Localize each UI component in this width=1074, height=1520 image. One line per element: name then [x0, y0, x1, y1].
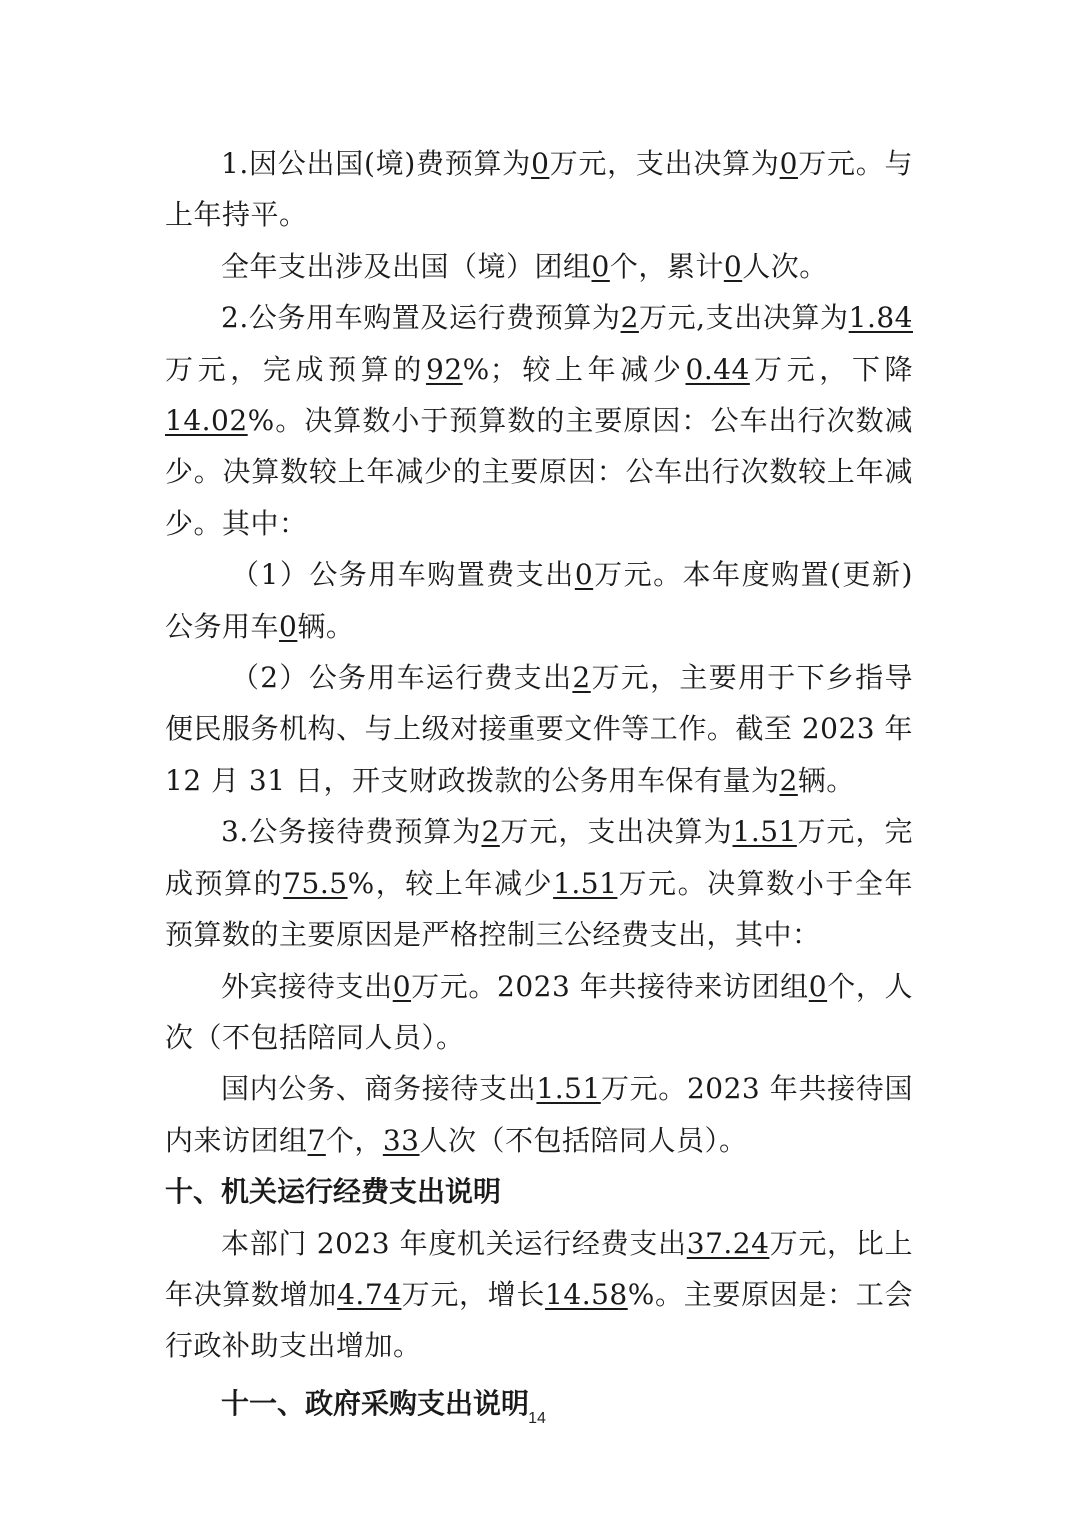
value-underlined: 0 [392, 969, 412, 1003]
paragraph-official-vehicles: 2.公务用车购置及运行费预算为2万元,支出决算为1.84万元，完成预算的92%；较上年减少0.44万元，下降14.02%。决算数小于预算数的主要原因：公车出行次数减少。决算数较上年减少的主要原因：公车出行次数较上年减少。其中： [165, 301, 913, 540]
section-heading-procurement: 十一、政府采购支出说明 [221, 1386, 530, 1420]
document-body [165, 138, 913, 1429]
paragraph-vehicle-purchase: （1）公务用车购置费支出0万元。本年度购置(更新)公务用车0辆。 [165, 558, 913, 643]
value-underlined: 33 [382, 1123, 420, 1157]
value-underlined: 2 [572, 661, 591, 695]
value-underlined: 7 [307, 1123, 326, 1157]
value-underlined: 2 [620, 301, 639, 335]
value-underlined: 0 [531, 147, 550, 180]
value-underlined: 0 [779, 147, 798, 180]
value-underlined: 1.84 [848, 301, 913, 335]
paragraph-vehicle-operation: （2）公务用车运行费支出2万元，主要用于下乡指导便民服务机构、与上级对接重要文件等工作。截至 2023 年 12 月 31 日，开支财政拨款的公务用车保有量为2辆。 [165, 661, 913, 797]
paragraph-operating-expenses: 本部门 2023 年度机关运行经费支出37.24万元，比上年决算数增加4.74万元，增长14.58%。主要原因是：工会行政补助支出增加。 [165, 1226, 913, 1363]
value-underlined: 37.24 [686, 1226, 770, 1260]
paragraph-abroad-groups: 全年支出涉及出国（境）团组0个，累计0人次。 [221, 249, 828, 283]
value-underlined: 0.44 [685, 352, 750, 386]
paragraph-foreign-reception: 外宾接待支出0万元。2023 年共接待来访团组0个，人次（不包括陪同人员）。 [165, 969, 913, 1054]
value-underlined: 0 [591, 249, 610, 283]
section-heading-operating-expenses: 十、机关运行经费支出说明 [165, 1175, 502, 1209]
page-number: 14 [528, 1410, 546, 1427]
value-underlined: 2 [481, 815, 500, 849]
paragraph-travel-abroad: 1.因公出国(境)费预算为0万元，支出决算为0万元。与上年持平。 [165, 147, 913, 232]
value-underlined: 0 [723, 249, 743, 283]
value-underlined: 1.51 [553, 866, 618, 900]
value-underlined: 2 [779, 763, 798, 797]
value-underlined: 0 [574, 558, 594, 592]
value-underlined: 14.58 [545, 1277, 628, 1311]
value-underlined: 0 [808, 969, 828, 1003]
value-underlined: 4.74 [337, 1277, 402, 1311]
value-underlined: 92 [426, 352, 463, 386]
value-underlined: 0 [279, 609, 298, 643]
paragraph-domestic-reception: 国内公务、商务接待支出1.51万元。2023 年共接待国内来访团组7个，33人次（不包括陪同人员）。 [165, 1072, 913, 1157]
value-underlined: 75.5 [283, 866, 348, 900]
value-underlined: 1.51 [732, 815, 797, 849]
value-underlined: 14.02 [165, 404, 248, 438]
paragraph-reception: 3.公务接待费预算为2万元，支出决算为1.51万元，完成预算的75.5%，较上年减少1.51万元。决算数小于全年预算数的主要原因是严格控制三公经费支出，其中： [165, 815, 913, 952]
value-underlined: 1.51 [536, 1072, 601, 1106]
